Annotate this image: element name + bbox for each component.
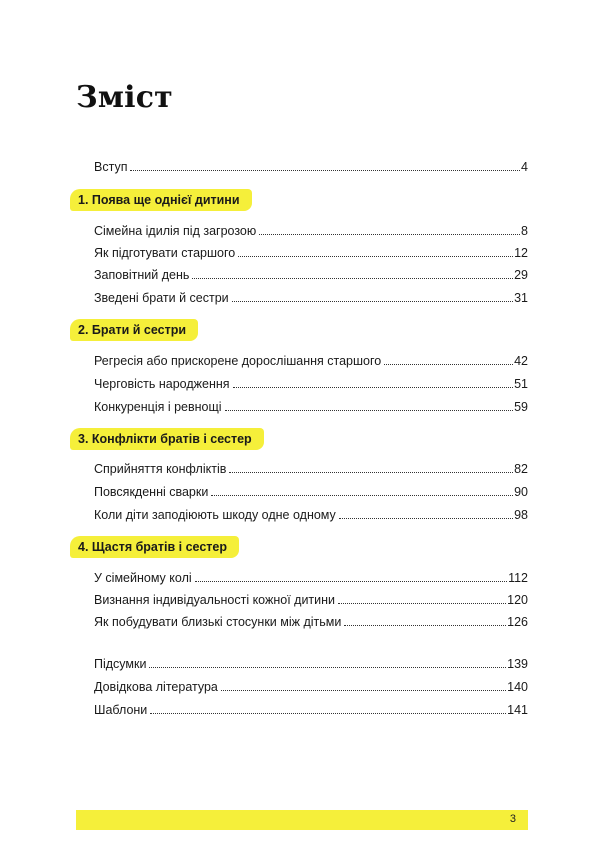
dot-leader — [150, 712, 506, 714]
toc-entry-page: 140 — [507, 680, 528, 694]
chapter-heading-label: 4. Щастя братів і сестер — [78, 540, 227, 554]
toc-entry-label: Повсякденні сварки — [94, 485, 209, 499]
toc-entry[interactable] — [76, 266, 528, 282]
toc-entry[interactable] — [76, 506, 528, 522]
dot-leader — [225, 409, 514, 411]
toc-entry[interactable] — [76, 222, 528, 238]
toc-entry-label: Сприйняття конфліктів — [94, 462, 227, 476]
toc-entry[interactable] — [76, 375, 528, 391]
toc-entry-page: 98 — [514, 508, 528, 522]
chapter-heading-label: 3. Конфлікти братів і сестер — [78, 432, 252, 446]
dot-leader — [238, 255, 513, 257]
dot-leader — [384, 363, 513, 365]
toc-entry-page: 82 — [514, 462, 528, 476]
toc-entry-page: 112 — [508, 571, 528, 585]
toc-entry[interactable] — [76, 244, 528, 260]
toc-entry-page: 90 — [514, 485, 528, 499]
dot-leader — [259, 233, 520, 235]
dot-leader — [229, 471, 513, 473]
toc-entry-label: Коли діти заподіюють шкоду одне одному — [94, 508, 336, 522]
toc-entry-page: 120 — [507, 593, 528, 607]
chapter-heading-4[interactable] — [70, 536, 239, 558]
chapter-heading-label: 2. Брати й сестри — [78, 323, 187, 337]
toc-entry-label: Визнання індивідуальності кожної дитини — [94, 593, 336, 607]
toc-entry-page: 42 — [514, 354, 528, 368]
chapter-heading-1[interactable] — [70, 189, 252, 211]
toc-entry-label: Регресія або прискорене дорослішання старшого — [94, 354, 382, 368]
footer-bar — [76, 810, 528, 830]
toc-entry-page: 126 — [507, 615, 528, 629]
toc-entry-label: Сімейна ідилія під загрозою — [94, 224, 257, 238]
toc-entry-label: Шаблони — [94, 703, 148, 717]
toc-entry[interactable] — [76, 460, 528, 476]
dot-leader — [192, 277, 513, 279]
toc-entry[interactable] — [76, 483, 528, 499]
toc-entry[interactable] — [76, 398, 528, 414]
toc-entry-page: 31 — [514, 291, 528, 305]
toc-entry-label: Заповітний день — [94, 268, 190, 282]
toc-entry-label: Зведені брати й сестри — [94, 291, 229, 305]
dot-leader — [130, 169, 520, 171]
toc-entry-back-matter[interactable] — [76, 655, 528, 671]
dot-leader — [344, 624, 506, 626]
toc-entry[interactable] — [76, 613, 528, 629]
toc-entry-label: Черговість народження — [94, 377, 230, 391]
toc-entry-intro[interactable] — [76, 158, 528, 174]
dot-leader — [149, 666, 506, 668]
page-title: Зміст — [76, 80, 173, 115]
dot-leader — [339, 517, 513, 519]
toc-entry-back-matter[interactable] — [76, 678, 528, 694]
toc-entry-page: 139 — [507, 657, 528, 671]
toc-entry-page: 59 — [514, 400, 528, 414]
toc-entry[interactable] — [76, 289, 528, 305]
toc-entry-label: Вступ — [94, 160, 128, 174]
toc-entry-page: 29 — [514, 268, 528, 282]
toc-entry-page: 141 — [507, 703, 528, 717]
toc-entry-label: Довідкова література — [94, 680, 218, 694]
toc-entry[interactable] — [76, 591, 528, 607]
toc-entry-back-matter[interactable] — [76, 701, 528, 717]
toc-entry-label: Як побудувати близькі стосунки між дітьми — [94, 615, 342, 629]
dot-leader — [195, 580, 507, 582]
dot-leader — [211, 494, 513, 496]
toc-entry-page: 51 — [514, 377, 528, 391]
toc-entry[interactable] — [76, 352, 528, 368]
dot-leader — [338, 602, 506, 604]
toc-entry-page: 8 — [521, 224, 528, 238]
chapter-heading-3[interactable] — [70, 428, 264, 450]
dot-leader — [233, 386, 514, 388]
toc-entry-label: Конкуренція і ревнощі — [94, 400, 222, 414]
toc-entry-label: Як підготувати старшого — [94, 246, 236, 260]
toc-entry-label: У сімейному колі — [94, 571, 192, 585]
dot-leader — [221, 689, 506, 691]
chapter-heading-2[interactable] — [70, 319, 198, 341]
toc-entry-page: 4 — [521, 160, 528, 174]
toc-entry-page: 12 — [514, 246, 528, 260]
toc-entry-label: Підсумки — [94, 657, 147, 671]
toc-entry[interactable] — [76, 569, 528, 585]
page-number: 3 — [509, 813, 516, 825]
chapter-heading-label: 1. Поява ще однієї дитини — [78, 193, 240, 207]
dot-leader — [232, 300, 513, 302]
